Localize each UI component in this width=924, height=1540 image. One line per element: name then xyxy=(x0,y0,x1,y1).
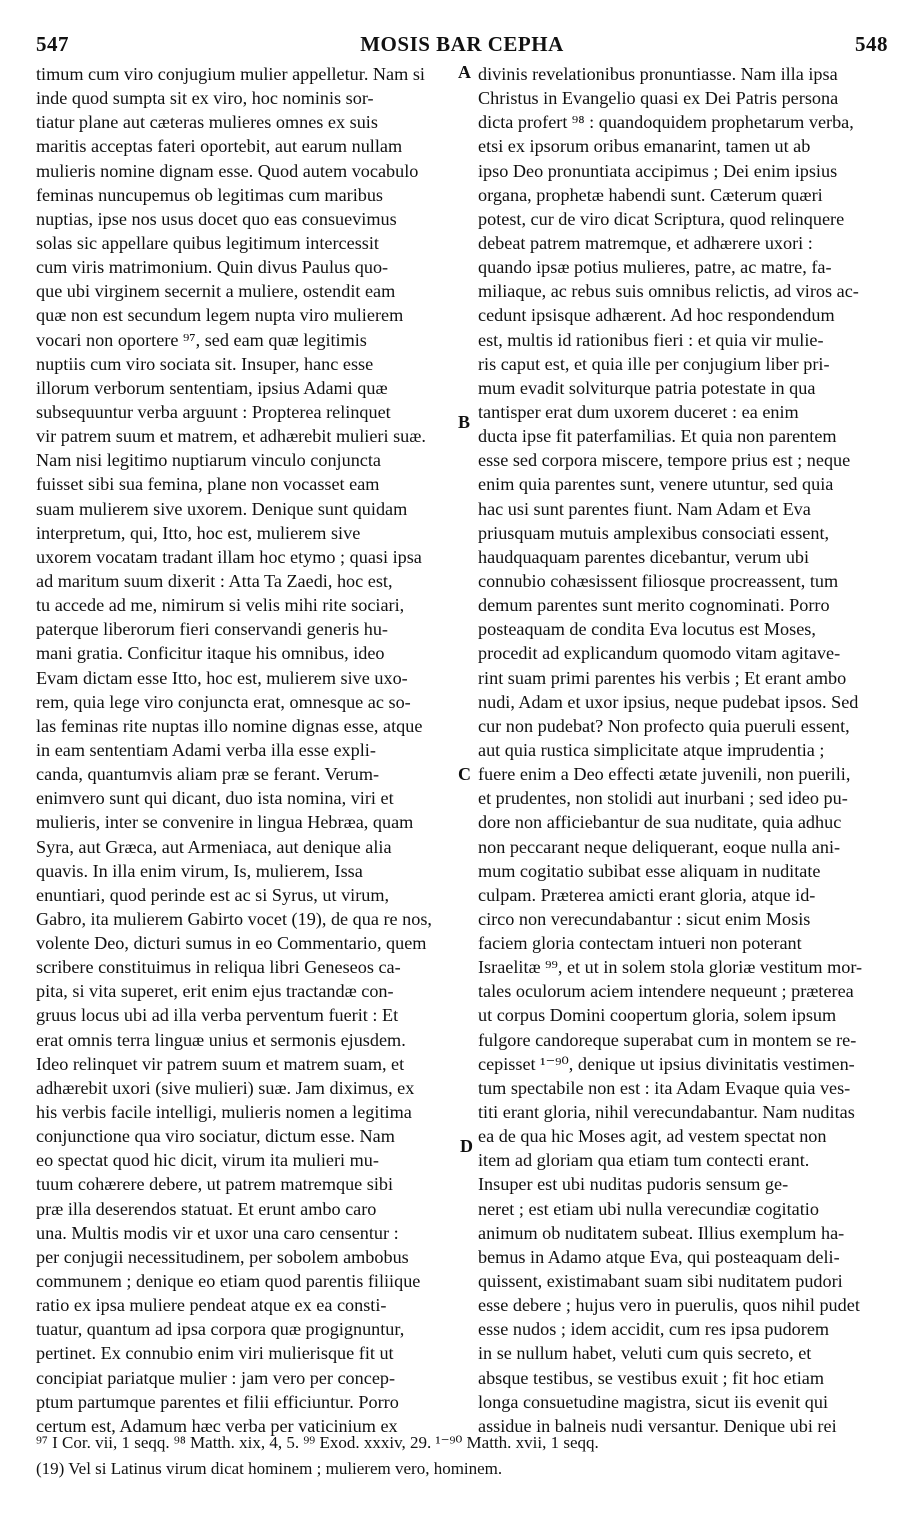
text-line: divinis revelationibus pronuntiasse. Nam illa ipsa xyxy=(478,64,838,84)
text-line: tales oculorum aciem intendere nequeunt ; præterea xyxy=(478,981,854,1002)
text-line: esse nudos ; idem accidit, cum res ipsa pudorem xyxy=(478,1319,830,1340)
text-line: una. Multis modis vir et uxor una caro censentur : xyxy=(36,1222,399,1243)
text-line: scribere constituimus in reliqua libri Geneseos ca- xyxy=(36,957,401,978)
text-line: canda, quantumvis aliam præ se ferant. Verum- xyxy=(36,764,380,785)
text-line: mum evadit solviturque patria potestate in qua xyxy=(478,377,816,398)
text-line: cedunt ipsisque adhærent. Ad hoc respondendum xyxy=(478,305,835,326)
text-line: esse debere ; hujus vero in puerulis, quos nihil pudet xyxy=(478,1295,860,1316)
text-line: nuptias, ipse nos usus docet quo eas consuevimus xyxy=(36,208,397,229)
text-line: circo non verecundabantur : sicut enim Mosis xyxy=(478,908,811,929)
text-line: vir patrem suum et matrem, et adhærebit mulieri suæ. xyxy=(36,426,426,447)
text-line: culpam. Præterea amicti erant gloria, atque id- xyxy=(478,884,816,905)
text-line: ipso Deo pronuntiata accipimus ; Dei enim ipsius xyxy=(478,160,838,181)
text-line: est, multis id rationibus fieri : et quia vir mulie- xyxy=(478,329,824,350)
text-line: enimvero sunt qui dicant, duo ista nomina, viri et xyxy=(36,788,394,809)
text-line: Syra, aut Græca, aut Armeniaca, aut denique alia xyxy=(36,836,392,857)
text-line: etsi ex ipsorum oribus emanarint, tamen ut ab xyxy=(478,136,811,157)
footnotes xyxy=(36,1430,896,1482)
text-line: non peccarant neque deliquerant, eoque nulla ani- xyxy=(478,836,841,857)
text-line: demum parentes sunt merito cognominati. Porro xyxy=(478,595,830,616)
text-line: paterque liberorum fieri conservandi generis hu- xyxy=(36,619,388,640)
text-line: tantisper erat dum uxorem duceret : ea enim xyxy=(478,401,799,422)
text-line: priusquam mutuis amplexibus consociati essent, xyxy=(478,522,830,543)
text-line: gruus locus ubi ad illa verba perventum fuerit : Et xyxy=(36,1005,399,1026)
text-line: esse sed corpora miscere, tempore prius est ; neque xyxy=(478,450,851,471)
text-line: his verbis facile intelligi, mulieris nomen a legitima xyxy=(36,1102,412,1123)
text-line: tiatur plane aut cæteras mulieres omnes ex suis xyxy=(36,112,378,133)
text-line: cepisset ¹⁻⁹⁰, denique ut ipsius divinitatis vestimen- xyxy=(478,1053,855,1074)
text-line: ratio ex ipsa muliere pendeat atque ex ea consti- xyxy=(36,1295,387,1316)
text-line: posteaquam de condita Eva locutus est Moses, xyxy=(478,619,816,640)
text-line: solas sic appellare quibus legitimum intercessit xyxy=(36,232,379,253)
text-line: certum est, Adamum hæc verba per vaticinium ex xyxy=(36,1415,398,1436)
text-line: nuptiis cum viro sociata sit. Insuper, hanc esse xyxy=(36,353,374,374)
text-line: Insuper est ubi nuditas pudoris sensum ge- xyxy=(478,1174,789,1195)
text-line: dicta profert ⁹⁸ : quandoquidem prophetarum verba, xyxy=(478,112,854,133)
text-line: concipiat pariatque mulier : jam vero per concep- xyxy=(36,1367,396,1388)
text-line: Israelitæ ⁹⁹, et ut in solem stola gloriæ vestitum mor- xyxy=(478,957,863,978)
text-line: rint suam primi parentes his verbis ; Et erant ambo xyxy=(478,667,847,688)
text-line: ptum partumque parentes et filii efficiuntur. Porro xyxy=(36,1391,399,1412)
text-line: pita, si vita superet, erit enim ejus tractandæ con- xyxy=(36,981,394,1002)
text-line: Nam nisi legitimo nuptiarum vinculo conjuncta xyxy=(36,450,381,471)
margin-letter-b: B xyxy=(458,412,471,432)
text-line: tuum cohærere debere, ut patrem matremque sibi xyxy=(36,1174,394,1195)
text-line: neret ; est etiam ubi nulla verecundiæ cogitatio xyxy=(478,1198,819,1219)
text-line: aut quia rustica simplicitate atque imprudentia ; xyxy=(478,739,825,760)
text-line: volente Deo, dicturi sumus in eo Commentario, quem xyxy=(36,933,427,954)
text-line: præ illa deserendos statuat. Et erunt ambo caro xyxy=(36,1198,377,1219)
text-line: Gabro, ita mulierem Gabirto vocet (19), de qua re nos, xyxy=(36,908,432,929)
text-line: ⁹⁷ I Cor. vii, 1 seqq. ⁹⁸ Matth. xix, 4, 5. ⁹⁹ Exod. xxxiv, 29. ¹⁻⁹⁰ Matth. xvii, 1 seqq. xyxy=(36,1433,599,1452)
text-line: communem ; denique eo etiam quod parentis filiique xyxy=(36,1271,421,1292)
text-line: eo spectat quod hic dicit, virum ita mulieri mu- xyxy=(36,1150,379,1171)
text-line: assidue in balneis nudi versantur. Denique ubi rei xyxy=(478,1415,837,1436)
text-line: fulgore candoreque superabat cum in montem se re- xyxy=(478,1029,857,1050)
text-line: bemus in Adamo atque Eva, qui posteaquam deli- xyxy=(478,1246,840,1267)
text-line: tu accede ad me, nimirum si velis mihi rite sociari, xyxy=(36,595,405,616)
text-line: vocari non oportere ⁹⁷, sed eam quæ legitimis xyxy=(36,329,367,350)
text-line: dore non afficiebantur de sua nuditate, quia adhuc xyxy=(478,812,842,833)
text-line: potest, cur de viro dicat Scriptura, quod relinquere xyxy=(478,208,845,229)
text-line: illorum verborum sententiam, ipsius Adami quæ xyxy=(36,377,388,398)
text-line: maritis acceptas fateri oportebit, aut earum nullam xyxy=(36,136,403,157)
text-line: mum cogitatio subibat esse aliquam in nuditate xyxy=(478,860,821,881)
text-line: cur non pudebat? Non profecto quia pueruli essent, xyxy=(478,715,850,736)
text-line: miliaque, ac rebus suis omnibus relictis, ad viros ac- xyxy=(478,281,859,302)
text-line: in se nullum habet, veluti cum quis secreto, et xyxy=(478,1343,812,1364)
margin-letter-a: A xyxy=(458,62,471,82)
text-line: uxorem vocatam tradant illam hoc etymo ; quasi ipsa xyxy=(36,546,422,567)
left-column xyxy=(36,62,456,1438)
text-line: las feminas rite nuptas illo nomine dignas esse, atque xyxy=(36,715,423,736)
text-line: longa consuetudine magistra, sicut iis evenit qui xyxy=(478,1391,829,1412)
text-line: debeat patrem matremque, et adhærere uxori : xyxy=(478,232,813,253)
text-line: quissent, existimabant suam sibi nuditatem pudori xyxy=(478,1271,843,1292)
text-line: erat omnis terra linguæ unius et sermonis ejusdem. xyxy=(36,1029,406,1050)
text-line: pertinet. Ex connubio enim viri mulierisque fit ut xyxy=(36,1343,394,1364)
text-line: quando ipsæ potius mulieres, patre, ac matre, fa- xyxy=(478,257,832,278)
running-title: MOSIS BAR CEPHA xyxy=(360,32,564,56)
text-line: Evam dictam esse Itto, hoc est, mulierem sive uxo- xyxy=(36,667,408,688)
text-line: tum spectabile non est : ita Adam Evaque quia ves- xyxy=(478,1077,851,1098)
page-number-right: 548 xyxy=(855,32,888,56)
text-line: et prudentes, non stolidi aut inurbani ; sed ideo pu- xyxy=(478,788,848,809)
text-line: fuere enim a Deo effecti ætate juvenili, non puerili, xyxy=(478,764,851,785)
text-line: per conjugii necessitudinem, per sobolem ambobus xyxy=(36,1246,409,1267)
text-line: mulieris, inter se convenire in lingua Hebræa, quam xyxy=(36,812,414,833)
text-line: organa, prophetæ habendi sunt. Cæterum quæri xyxy=(478,184,823,205)
text-line: feminas nuncupemus ob legitimas cum maribus xyxy=(36,184,384,205)
text-line: rem, quia lege viro conjuncta erat, omnesque ac so- xyxy=(36,691,411,712)
right-column xyxy=(478,62,890,1438)
text-line: ris caput est, et quia ille per conjugium liber pri- xyxy=(478,353,830,374)
text-line: ut corpus Domini coopertum gloria, solem ipsum xyxy=(478,1005,837,1026)
text-line: haudquaquam parentes dicebantur, verum ubi xyxy=(478,546,810,567)
text-line: Christus in Evangelio quasi ex Dei Patris persona xyxy=(478,88,839,109)
text-line: enim quia parentes sunt, venere utuntur, sed quia xyxy=(478,474,834,495)
text-line: absque testibus, se vestibus exuit ; fit hoc etiam xyxy=(478,1367,825,1388)
page-number-left: 547 xyxy=(36,32,69,56)
text-line: faciem gloria contectam intueri non poterant xyxy=(478,933,802,954)
text-line: suam mulierem sive uxorem. Denique sunt quidam xyxy=(36,498,408,519)
text-line: cum viris matrimonium. Quin divus Paulus quo- xyxy=(36,257,389,278)
text-line: fuisset sibi sua femina, plane non vocasset eam xyxy=(36,474,380,495)
text-line: mulieris nomine dignam esse. Quod autem vocabulo xyxy=(36,160,419,181)
text-line: conjunctione qua viro sociatur, dictum esse. Nam xyxy=(36,1126,395,1147)
text-line: item ad gloriam qua etiam tum contecti erant. xyxy=(478,1150,810,1171)
text-line: nudi, Adam et uxor ipsius, neque pudebat ipsos. Sed xyxy=(478,691,859,712)
margin-letter-c: C xyxy=(458,764,471,784)
text-line: ea de qua hic Moses agit, ad vestem spectat non xyxy=(478,1126,827,1147)
text-line: procedit ad explicandum quomodo vitam agitave- xyxy=(478,643,841,664)
margin-letter-d: D xyxy=(460,1136,473,1156)
text-line: subsequuntur verba arguunt : Propterea relinquet xyxy=(36,401,391,422)
text-line: ad maritum suum dixerit : Atta Ta Zaedi, hoc est, xyxy=(36,570,393,591)
text-line: connubio cohæsissent filiosque procreassent, tum xyxy=(478,570,839,591)
text-line: Ideo relinquet vir patrem suum et matrem suam, et xyxy=(36,1053,405,1074)
text-line: titi erant gloria, nihil verecundabantur. Nam nuditas xyxy=(478,1102,855,1123)
text-line: enuntiari, quod perinde est ac si Syrus, ut virum, xyxy=(36,884,390,905)
text-line: quavis. In illa enim virum, Is, mulierem, Issa xyxy=(36,860,363,881)
text-line: (19) Vel si Latinus virum dicat hominem ; mulierem vero, hominem. xyxy=(36,1459,503,1478)
text-line: interpretum, qui, Itto, hoc est, mulierem sive xyxy=(36,522,361,543)
text-line: mani gratia. Conficitur itaque his omnibus, ideo xyxy=(36,643,385,664)
text-line: tuatur, quantum ad ipsa corpora quæ progignuntur, xyxy=(36,1319,405,1340)
text-line: animum ob nuditatem subeat. Illius exemplum ha- xyxy=(478,1222,845,1243)
text-line: in eam sententiam Adami verba illa esse expli- xyxy=(36,739,376,760)
text-line: adhærebit uxori (sive mulieri) suæ. Jam diximus, ex xyxy=(36,1077,415,1098)
text-line: inde quod sumpta sit ex viro, hoc nominis sor- xyxy=(36,88,374,109)
text-line: ducta ipse fit paterfamilias. Et quia non parentem xyxy=(478,426,837,447)
text-line: quæ non est secundum legem nupta viro mulierem xyxy=(36,305,404,326)
text-line: hac usi sunt parentes fiunt. Nam Adam et Eva xyxy=(478,498,811,519)
text-line: timum cum viro conjugium mulier appelletur. Nam si xyxy=(36,64,425,84)
text-line: que ubi virginem secernit a muliere, ostendit eam xyxy=(36,281,396,302)
